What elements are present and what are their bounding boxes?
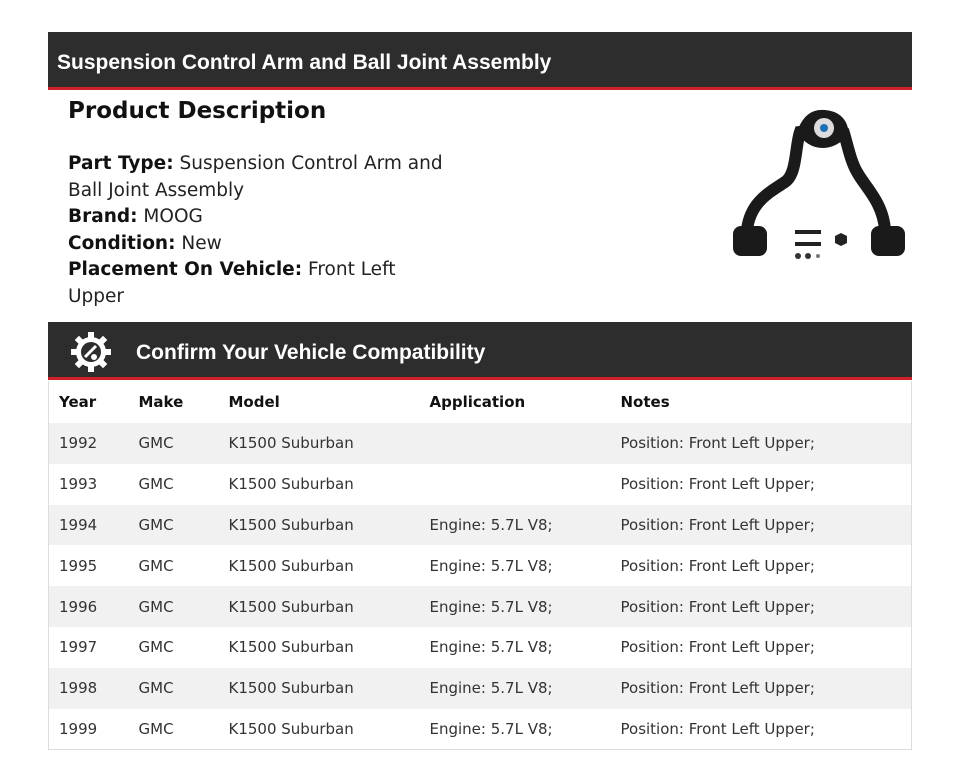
cell-model: K1500 Suburban <box>228 638 354 657</box>
table-row <box>49 668 912 709</box>
cell-notes: Position: Front Left Upper; <box>620 434 815 453</box>
spec-value: New <box>181 232 222 254</box>
cell-application <box>420 423 611 464</box>
cell-model: K1500 Suburban <box>228 556 354 575</box>
product-title: Suspension Control Arm and Ball Joint Assembly <box>57 51 552 74</box>
cell-application: Engine: 5.7L V8; <box>429 515 553 534</box>
cell-application: Engine: 5.7L V8; <box>429 638 553 657</box>
cell-make: GMC <box>138 515 174 534</box>
col-year: Year <box>59 393 97 411</box>
spec-label: Brand: <box>68 206 138 227</box>
cell-notes: Position: Front Left Upper; <box>620 638 815 657</box>
cell-application: Engine: 5.7L V8; <box>429 679 553 698</box>
cell-notes: Position: Front Left Upper; <box>620 597 815 616</box>
cell-model: K1500 Suburban <box>228 515 354 534</box>
spec-label: Placement On Vehicle: <box>68 259 303 280</box>
product-title-bar <box>48 32 912 90</box>
cell-notes: Position: Front Left Upper; <box>620 719 815 738</box>
spec-brand <box>68 204 448 231</box>
compatibility-title: Confirm Your Vehicle Compatibility <box>136 341 486 364</box>
cell-make: GMC <box>138 638 174 657</box>
cell-year: 1997 <box>59 638 98 657</box>
table-row <box>49 586 912 627</box>
cell-application: Engine: 5.7L V8; <box>429 597 553 616</box>
table-header-row <box>49 381 912 423</box>
table-row <box>49 627 912 668</box>
cell-model: K1500 Suburban <box>228 597 354 616</box>
cell-notes: Position: Front Left Upper; <box>620 679 815 698</box>
cell-model: K1500 Suburban <box>228 475 354 494</box>
table-row <box>49 545 912 586</box>
cell-application: Engine: 5.7L V8; <box>429 719 553 738</box>
cell-make: GMC <box>138 597 174 616</box>
cell-make: GMC <box>138 475 174 494</box>
compatibility-table <box>48 381 912 750</box>
cell-make: GMC <box>138 679 174 698</box>
cell-model: K1500 Suburban <box>228 679 354 698</box>
spec-label: Part Type: <box>68 153 174 174</box>
cell-year: 1996 <box>59 597 98 616</box>
cell-year: 1995 <box>59 556 98 575</box>
col-model: Model <box>228 393 280 411</box>
cell-application <box>420 464 611 505</box>
cell-year: 1994 <box>59 515 98 534</box>
cell-application: Engine: 5.7L V8; <box>429 556 553 575</box>
spec-list <box>68 151 448 310</box>
cell-make: GMC <box>138 434 174 453</box>
table-row <box>49 505 912 546</box>
cell-year: 1998 <box>59 679 98 698</box>
cell-notes: Position: Front Left Upper; <box>620 475 815 494</box>
table-row <box>49 709 912 750</box>
spec-value: Suspension Control Arm and Ball Joint Assembly <box>68 153 443 201</box>
cell-model: K1500 Suburban <box>228 719 354 738</box>
compatibility-title-bar <box>48 322 912 380</box>
spec-value: MOOG <box>143 206 203 227</box>
spec-condition <box>68 231 448 258</box>
cell-year: 1999 <box>59 719 98 738</box>
spec-placement <box>68 257 448 310</box>
cell-notes: Position: Front Left Upper; <box>620 556 815 575</box>
description-heading: Product Description <box>68 98 327 124</box>
table-row <box>49 423 912 464</box>
col-notes: Notes <box>620 393 670 411</box>
spec-part-type <box>68 151 448 204</box>
spec-value: Front Left Upper <box>68 259 396 307</box>
cell-notes: Position: Front Left Upper; <box>620 515 815 534</box>
cell-model: K1500 Suburban <box>228 434 354 453</box>
spec-label: Condition: <box>68 232 176 254</box>
gear-icon <box>70 331 112 373</box>
cell-year: 1993 <box>59 475 98 494</box>
table-row <box>49 464 912 505</box>
cell-year: 1992 <box>59 434 98 453</box>
cell-make: GMC <box>138 556 174 575</box>
col-application: Application <box>429 393 526 411</box>
cell-make: GMC <box>138 719 174 738</box>
product-image <box>725 102 915 272</box>
col-make: Make <box>138 393 184 411</box>
